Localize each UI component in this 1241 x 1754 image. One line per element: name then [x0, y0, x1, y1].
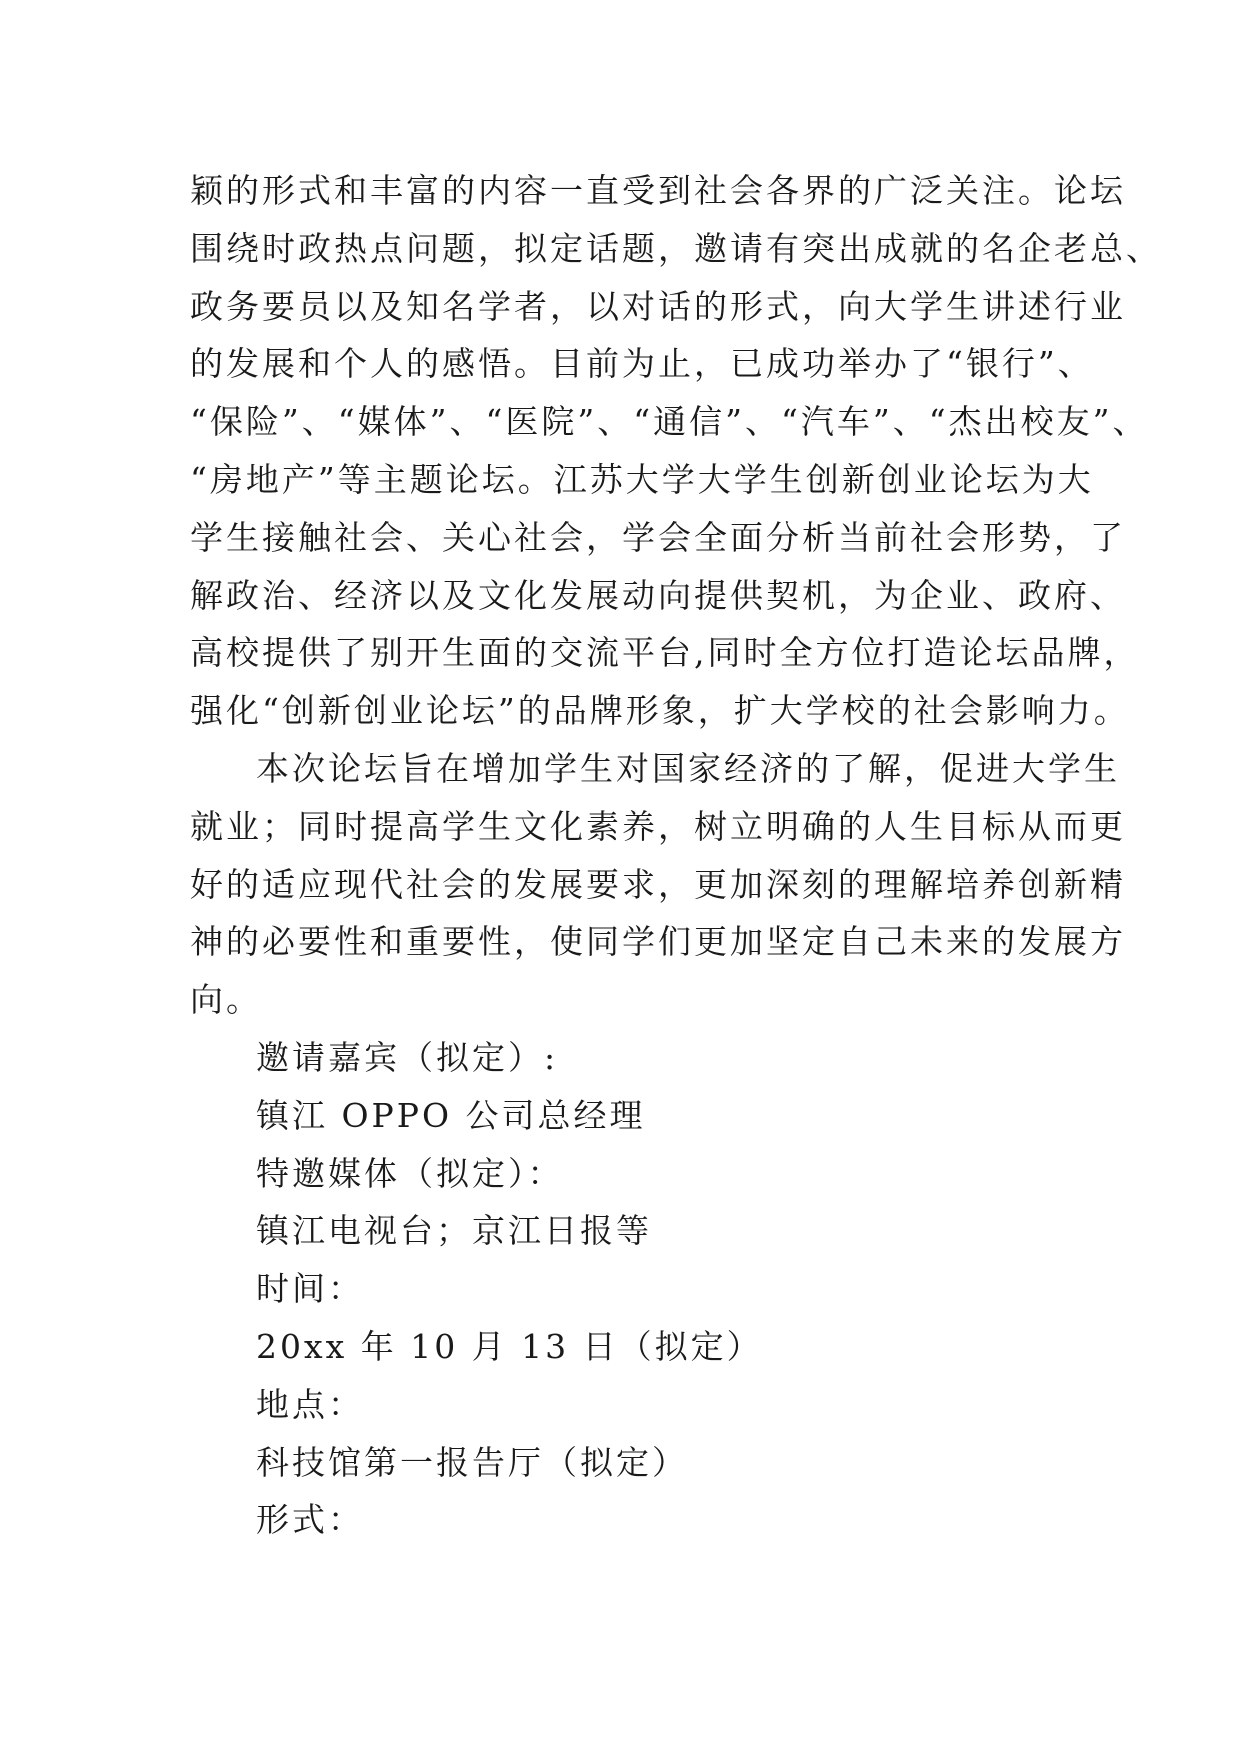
event-details	[190, 1029, 1090, 1549]
text-line: “房地产”等主题论坛。江苏大学大学生创新创业论坛为大	[190, 459, 1094, 499]
time-value: 20xx 年 10 月 13 日（拟定）	[256, 1326, 763, 1366]
text-line: 就业；同时提高学生文化素养，树立明确的人生目标从而更	[190, 806, 1126, 846]
text-line: 强化“创新创业论坛”的品牌形象，扩大学校的社会影响力。	[190, 691, 1130, 731]
text-line: 围绕时政热点问题，拟定话题，邀请有突出成就的名企老总、	[190, 228, 1162, 268]
format-label: 形式：	[256, 1500, 364, 1540]
text-line: 学生接触社会、关心社会，学会全面分析当前社会形势，了	[190, 517, 1126, 557]
purpose-paragraph	[190, 740, 1126, 1029]
text-line: 向。	[190, 980, 262, 1020]
guests-label: 邀请嘉宾（拟定）:	[256, 1037, 559, 1077]
document-body	[190, 162, 1162, 1549]
text-line: 本次论坛旨在增加学生对国家经济的了解，促进大学生	[256, 748, 1120, 788]
text-line: 政务要员以及知名学者，以对话的形式，向大学生讲述行业	[190, 286, 1126, 326]
text-line: “保险”、“媒体”、“医院”、“通信”、“汽车”、“杰出校友”、	[190, 402, 1149, 442]
text-line: 解政治、经济以及文化发展动向提供契机，为企业、政府、	[190, 575, 1126, 615]
media-label: 特邀媒体（拟定）：	[256, 1153, 564, 1193]
text-line: 的发展和个人的感悟。目前为止，已成功举办了“银行”、	[190, 344, 1094, 384]
text-line: 好的适应现代社会的发展要求，更加深刻的理解培养创新精	[190, 864, 1126, 904]
text-line: 颖的形式和丰富的内容一直受到社会各界的广泛关注。论坛	[190, 171, 1126, 210]
time-label: 时间：	[256, 1269, 364, 1309]
text-line: 神的必要性和重要性，使同学们更加坚定自己未来的发展方	[190, 922, 1126, 962]
guests-value: 镇江 OPPO 公司总经理	[256, 1095, 646, 1135]
intro-paragraph	[190, 162, 1162, 740]
media-value: 镇江电视台；京江日报等	[256, 1211, 652, 1251]
location-label: 地点：	[256, 1384, 364, 1424]
location-value: 科技馆第一报告厅（拟定）	[256, 1442, 688, 1482]
text-line: 高校提供了别开生面的交流平台,同时全方位打造论坛品牌，	[190, 633, 1140, 673]
